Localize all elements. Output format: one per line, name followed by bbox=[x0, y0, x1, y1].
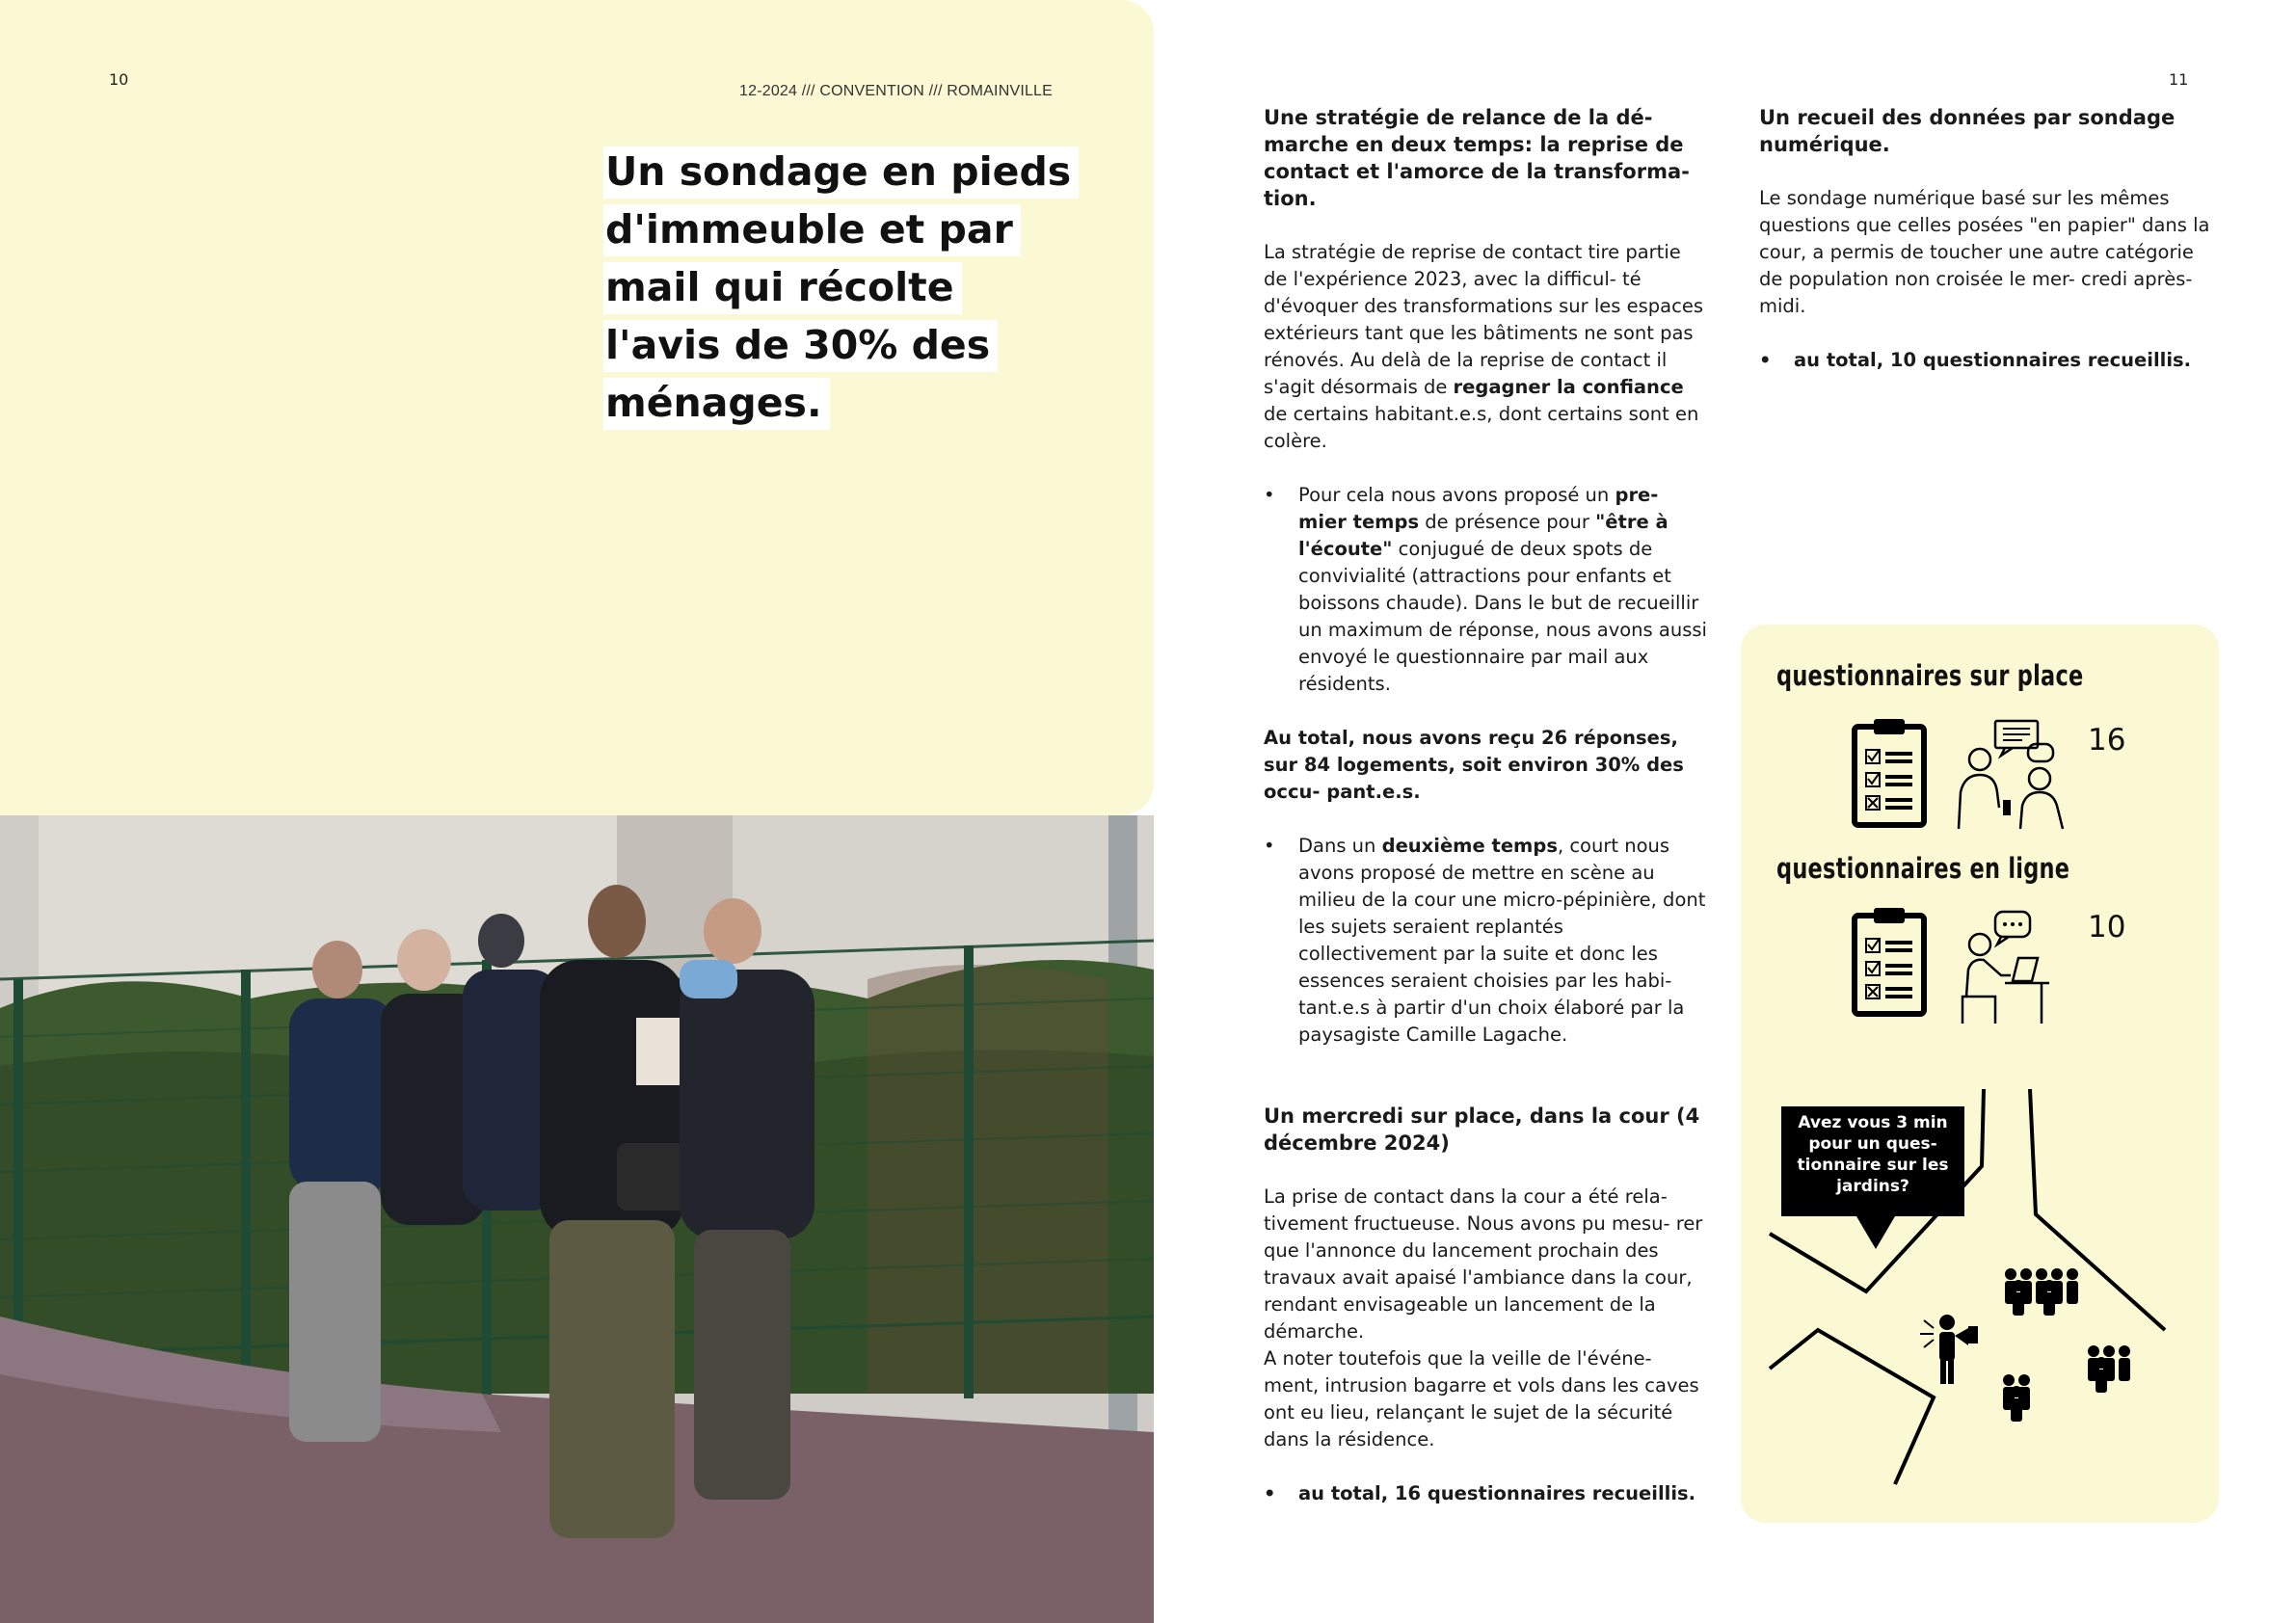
section-heading-digital: Un recueil des données par sondage numérique. bbox=[1759, 106, 2176, 156]
page-number-left: 10 bbox=[109, 70, 129, 89]
clipboard-checklist-icon bbox=[1851, 906, 1928, 1018]
online-title: questionnaires en ligne bbox=[1776, 852, 2070, 885]
column-left bbox=[1264, 104, 1707, 1507]
megaphone-person-icon bbox=[1920, 1315, 1978, 1384]
running-header: 12-2024 /// CONVENTION /// ROMAINVILLE bbox=[739, 83, 1054, 99]
column-right bbox=[1759, 104, 2212, 374]
page-number-right: 11 bbox=[2169, 70, 2189, 89]
paragraph-wednesday: La prise de contact dans la cour a été rela- tivement fructueuse. Nous avons pu mesu- rer que l'annonce du lancement prochain des travaux avait apaisé l'ambiance dans la cour, rendant envisageable un lancement de la démarche. bbox=[1264, 1185, 1703, 1343]
headline bbox=[603, 143, 1105, 432]
text-span: de présence pour bbox=[1419, 511, 1596, 533]
bullet-first-phase bbox=[1264, 482, 1707, 698]
onsite-title: questionnaires sur place bbox=[1776, 659, 2084, 692]
bullet-dot: • bbox=[1264, 1482, 1276, 1504]
bullet-dot: • bbox=[1264, 484, 1275, 506]
onsite-count: 16 bbox=[2088, 723, 2126, 758]
courtyard-photo bbox=[0, 815, 1154, 1623]
online-count: 10 bbox=[2088, 910, 2126, 945]
text-span: de certains habitant.e.s, dont certains sont en colère. bbox=[1264, 403, 1699, 452]
headline-line: ménages. bbox=[603, 378, 830, 430]
text-span: , court nous avons proposé de mettre en scène au milieu de la cour une micro-pépinière, dont les sujets seraient replantés collectivement par la suite et donc les essences seraient choisies par les habi- tant.e.s à partir d'un choix élaboré par la paysagiste Camille Lagache. bbox=[1298, 835, 1706, 1046]
summary-total: Au total, nous avons reçu 26 réponses, sur 84 logements, soit environ 30% des occu- pant.e.s. bbox=[1264, 727, 1684, 803]
paragraph-strategy bbox=[1264, 239, 1707, 455]
clipboard-checklist-icon bbox=[1851, 717, 1928, 829]
text-emphasis: regagner la confiance bbox=[1453, 376, 1684, 398]
text-span: au total, 16 questionnaires recueillis. bbox=[1298, 1482, 1696, 1504]
conversation-icon bbox=[1953, 719, 2069, 831]
headline-line: d'immeuble et par bbox=[603, 204, 1021, 256]
bullet-onsite-total bbox=[1264, 1480, 1707, 1507]
paragraph-note: A noter toutefois que la veille de l'événe- ment, intrusion bagarre et vols dans les caves ont eu lieu, relançant le sujet de la sécurité dans la résidence. bbox=[1264, 1347, 1699, 1450]
bullet-dot: • bbox=[1264, 835, 1275, 857]
bullet-online-total bbox=[1759, 347, 2212, 374]
bullet-dot: • bbox=[1759, 349, 1772, 371]
crowd-icon bbox=[2003, 1268, 2130, 1422]
text-emphasis: "être à l'écoute" bbox=[1298, 511, 1669, 560]
laptop-user-icon bbox=[1957, 908, 2053, 1025]
text-span: Pour cela nous avons proposé un bbox=[1298, 484, 1615, 506]
headline-line: l'avis de 30% des bbox=[603, 320, 998, 372]
text-span: La stratégie de reprise de contact tire partie de l'expérience 2023, avec la difficul- té d'évoquer des transformations sur les espaces extérieurs tant que les bâtiments ne sont pas rénovés. Au delà de la reprise de contact il s'agit désormais de bbox=[1264, 241, 1704, 398]
text-span: Dans un bbox=[1298, 835, 1382, 857]
text-span: conjugué de deux spots de convivialité (attractions pour enfants et boissons chaude). Dans le but de recueillir un maximum de réponse, nous avons aussi envoyé le questionnaire par mail aux résidents. bbox=[1298, 538, 1707, 695]
headline-line: Un sondage en pieds bbox=[603, 146, 1079, 199]
paragraph-digital: Le sondage numérique basé sur les mêmes questions que celles posées "en papier" dans la cour, a permis de toucher une autre catégorie de population non croisée le mer- credi après-midi. bbox=[1759, 187, 2210, 317]
speech-bubble: Avez vous 3 min pour un ques- tionnaire sur les jardins? bbox=[1781, 1106, 1964, 1216]
headline-line: mail qui récolte bbox=[603, 262, 962, 314]
section-heading-wednesday: Un mercredi sur place, dans la cour (4 décembre 2024) bbox=[1264, 1104, 1700, 1155]
section-heading-strategy: Une stratégie de relance de la dé- marche en deux temps: la reprise de contact et l'amorce de la transforma- tion. bbox=[1264, 106, 1690, 210]
text-span: au total, 10 questionnaires recueillis. bbox=[1794, 349, 2192, 371]
text-emphasis: pre- mier temps bbox=[1298, 484, 1659, 533]
bullet-second-phase bbox=[1264, 833, 1707, 1049]
text-emphasis: deuxième temps bbox=[1381, 835, 1558, 857]
